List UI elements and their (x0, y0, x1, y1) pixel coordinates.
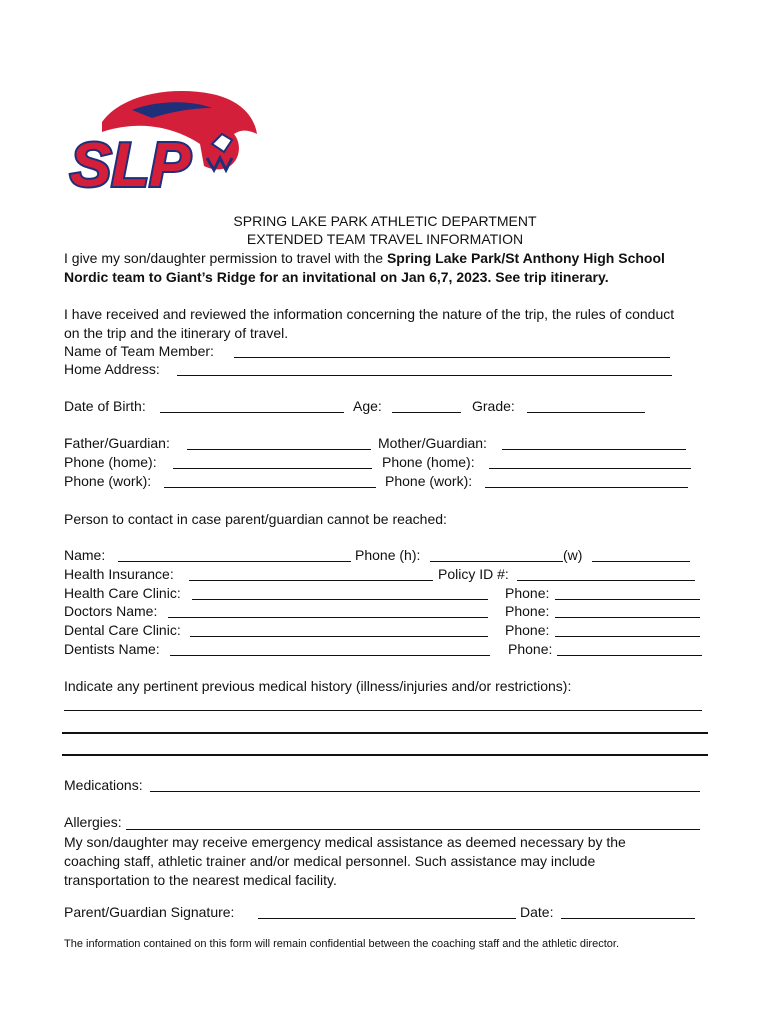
signature-field[interactable] (258, 918, 516, 919)
contact-phone-w-field[interactable] (592, 561, 690, 562)
father-phone-home-label: Phone (home): (64, 454, 157, 470)
home-address-field[interactable] (177, 375, 672, 376)
signature-label: Parent/Guardian Signature: (64, 904, 235, 920)
dentists-name-label: Dentists Name: (64, 641, 160, 657)
father-field[interactable] (187, 449, 371, 450)
dental-clinic-field[interactable] (190, 636, 488, 637)
policy-id-label: Policy ID #: (438, 566, 509, 582)
grade-field[interactable] (527, 412, 645, 413)
mother-label: Mother/Guardian: (378, 435, 487, 451)
health-insurance-label: Health Insurance: (64, 566, 174, 582)
mother-phone-home-field[interactable] (489, 468, 691, 469)
contact-phone-h-field[interactable] (430, 561, 563, 562)
contact-phone-h-label: Phone (h): (355, 547, 421, 563)
contact-name-label: Name: (64, 547, 106, 563)
health-clinic-phone-field[interactable] (555, 599, 700, 600)
health-clinic-label: Health Care Clinic: (64, 585, 181, 601)
permission-statement (64, 249, 684, 287)
mother-phone-work-field[interactable] (485, 487, 688, 488)
slp-logo-letters: SLP (70, 131, 191, 200)
father-phone-work-label: Phone (work): (64, 473, 152, 489)
mother-phone-work-label: Phone (work): (385, 473, 473, 489)
grade-label: Grade: (472, 398, 515, 414)
home-address-label: Home Address: (64, 361, 160, 377)
age-label: Age: (353, 398, 382, 414)
contact-name-field[interactable] (118, 561, 351, 562)
medications-label: Medications: (64, 777, 143, 793)
mother-phone-home-label: Phone (home): (382, 454, 475, 470)
team-member-field[interactable] (234, 357, 670, 358)
health-insurance-field[interactable] (189, 580, 433, 581)
dentists-name-field[interactable] (170, 655, 490, 656)
health-clinic-phone-label: Phone: (505, 585, 550, 601)
permission-trip-details: Spring Lake Park/St Anthony High School Nordic team to Giant’s Ridge for an invitational on Jan 6,7, 2023. See trip itinerary. (64, 250, 665, 285)
history-field-line-1[interactable] (64, 710, 702, 711)
confidentiality-note: The information contained on this form will remain confidential between the coaching staff and the athletic director. (64, 938, 620, 950)
doctors-phone-field[interactable] (555, 617, 700, 618)
dental-clinic-label: Dental Care Clinic: (64, 622, 181, 638)
mother-field[interactable] (502, 449, 686, 450)
dob-label: Date of Birth: (64, 398, 146, 414)
dental-clinic-phone-label: Phone: (505, 622, 550, 638)
date-field[interactable] (561, 918, 695, 919)
contact-prompt: Person to contact in case parent/guardian cannot be reached: (64, 511, 447, 527)
allergies-field[interactable] (126, 829, 700, 830)
department-title: SPRING LAKE PARK ATHLETIC DEPARTMENT (233, 213, 537, 229)
father-phone-home-field[interactable] (173, 468, 372, 469)
dental-clinic-phone-field[interactable] (555, 636, 700, 637)
date-label: Date: (520, 904, 554, 920)
doctors-name-field[interactable] (168, 617, 488, 618)
dentists-phone-label: Phone: (508, 641, 553, 657)
health-clinic-field[interactable] (192, 599, 488, 600)
history-field-line-2[interactable] (62, 732, 708, 734)
father-label: Father/Guardian: (64, 435, 170, 451)
policy-id-field[interactable] (517, 580, 695, 581)
history-prompt: Indicate any pertinent previous medical history (illness/injuries and/or restrictions): (64, 678, 572, 694)
contact-phone-w-label: (w) (563, 547, 583, 563)
permission-prefix: I give my son/daughter permission to travel with the (64, 250, 387, 266)
form-title: EXTENDED TEAM TRAVEL INFORMATION (246, 231, 524, 247)
history-field-line-3[interactable] (62, 754, 708, 756)
medications-field[interactable] (150, 791, 700, 792)
father-phone-work-field[interactable] (164, 487, 376, 488)
dob-field[interactable] (160, 412, 344, 413)
allergies-label: Allergies: (64, 814, 122, 830)
doctors-phone-label: Phone: (505, 603, 550, 619)
team-member-label: Name of Team Member: (64, 343, 214, 359)
received-statement: I have received and reviewed the information concerning the nature of the trip, the rules of conduct on the trip and the itinerary of travel. (64, 306, 675, 341)
dentists-phone-field[interactable] (557, 655, 702, 656)
doctors-name-label: Doctors Name: (64, 603, 158, 619)
emergency-statement: My son/daughter may receive emergency medical assistance as deemed necessary by the coaching staff, athletic trainer and/or medical personnel. Such assistance may include transportation to the nearest medical facility. (64, 834, 626, 888)
slp-panther-logo (62, 74, 262, 204)
age-field[interactable] (392, 412, 461, 413)
